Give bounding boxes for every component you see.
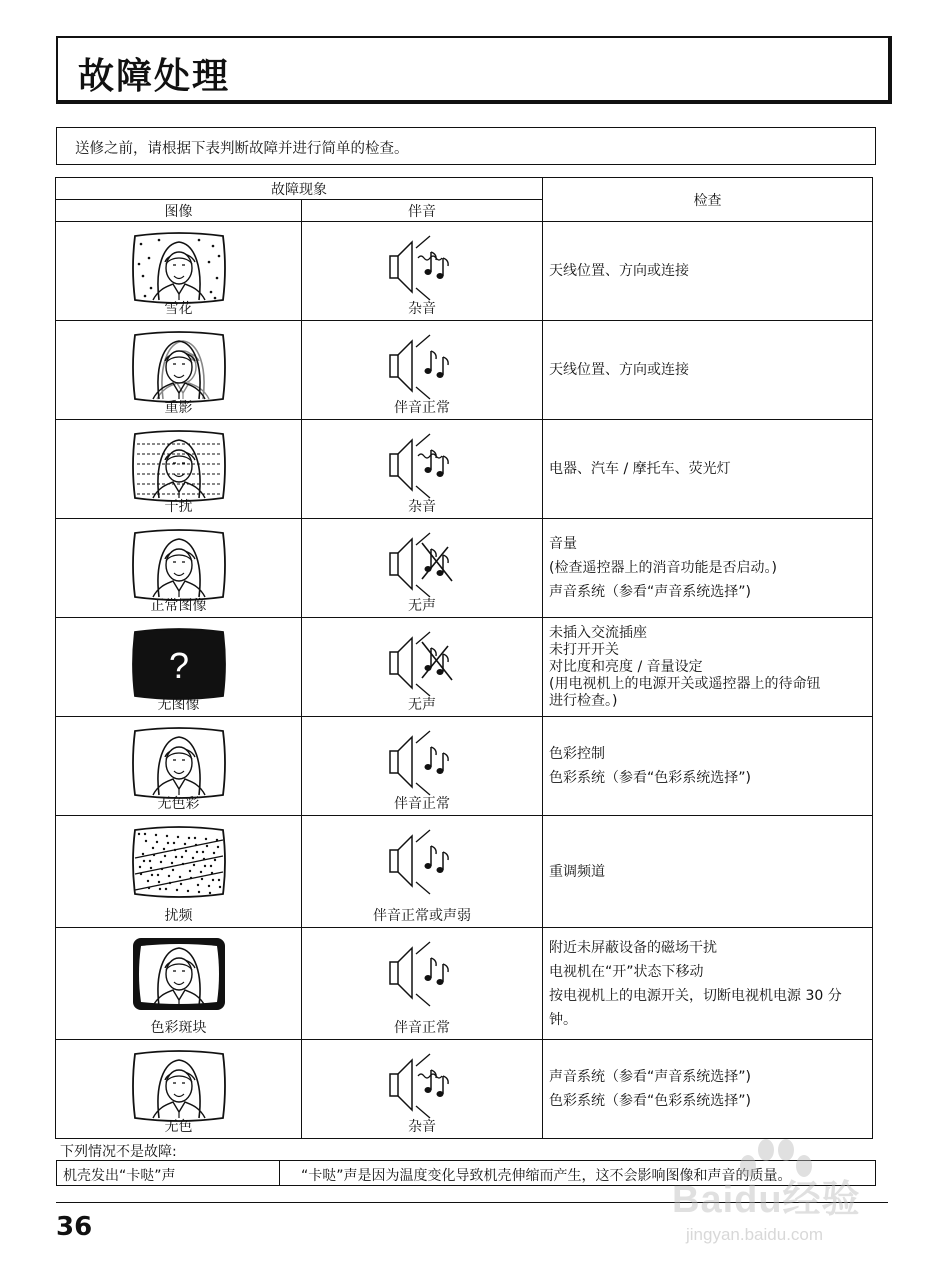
sound-header: 伴音 xyxy=(302,200,543,222)
check-item: 未插入交流插座 xyxy=(549,624,647,641)
picture-symptom: 扰频 xyxy=(164,908,193,924)
watermark xyxy=(668,1140,888,1260)
check-item: 色彩控制 xyxy=(549,746,605,762)
speaker-icon xyxy=(382,938,462,1010)
check-item: (用电视机上的电源开关或遥控器上的待命钮 xyxy=(549,675,821,692)
check-item: 天线位置、方向或连接 xyxy=(549,263,689,279)
sound-symptom: 无声 xyxy=(408,598,436,614)
check-item: 天线位置、方向或连接 xyxy=(549,362,689,378)
title-box xyxy=(56,36,892,104)
page-number: 36 xyxy=(56,1212,93,1242)
check-item: 电器、汽车 / 摩托车、荧光灯 xyxy=(549,461,731,477)
speaker-icon xyxy=(382,628,462,700)
picture-cell xyxy=(56,321,302,420)
sound-cell xyxy=(302,519,543,618)
tv-picture-icon xyxy=(129,426,229,506)
check-cell xyxy=(543,928,873,1040)
intro-text: 送修之前，请根据下表判断故障并进行简单的检查。 xyxy=(75,141,409,157)
picture-symptom: 无色 xyxy=(164,1119,193,1135)
check-item: 对比度和亮度 / 音量设定 xyxy=(549,658,703,675)
picture-cell xyxy=(56,1040,302,1139)
check-item: 按电视机上的电源开关，切断电视机电源 30 分钟。 xyxy=(549,987,842,1028)
speaker-icon xyxy=(382,430,462,502)
picture-header: 图像 xyxy=(56,200,302,222)
check-header: 检查 xyxy=(543,178,873,222)
watermark-url: jingyan.baidu.com xyxy=(686,1225,824,1244)
sound-cell xyxy=(302,928,543,1040)
check-cell xyxy=(543,618,873,717)
check-cell xyxy=(543,222,873,321)
picture-cell xyxy=(56,222,302,321)
tv-picture-icon xyxy=(129,723,229,803)
table-row xyxy=(56,222,873,321)
sound-cell xyxy=(302,321,543,420)
page-title: 故障处理 xyxy=(78,56,231,97)
picture-symptom: 雪花 xyxy=(164,301,193,317)
table-row xyxy=(56,321,873,420)
symptom-header: 故障现象 xyxy=(56,178,543,200)
picture-cell xyxy=(56,928,302,1040)
check-item: 声音系统（参看“声音系统选择”) xyxy=(549,1069,751,1085)
check-item: 声音系统（参看“声音系统选择”) xyxy=(549,584,751,600)
picture-symptom: 色彩斑块 xyxy=(150,1020,207,1036)
picture-cell xyxy=(56,816,302,928)
sound-symptom: 伴音正常 xyxy=(394,796,450,812)
check-item: 电视机在“开”状态下移动 xyxy=(549,963,704,980)
picture-symptom: 正常图像 xyxy=(150,598,207,614)
check-cell xyxy=(543,519,873,618)
check-item: (检查遥控器上的消音功能是否启动。) xyxy=(549,560,777,576)
table-row xyxy=(56,816,873,928)
tv-picture-icon xyxy=(129,228,229,308)
tv-picture-icon xyxy=(129,624,229,704)
sound-symptom: 伴音正常 xyxy=(394,1020,450,1036)
picture-cell xyxy=(56,519,302,618)
table-row xyxy=(56,519,873,618)
check-item: 附近未屏蔽设备的磁场干扰 xyxy=(549,939,717,956)
sound-cell xyxy=(302,717,543,816)
picture-symptom: 无图像 xyxy=(157,697,200,713)
note-explanation: “卡哒”声是因为温度变化导致机壳伸缩而产生，这不会影响图像和声音的质量。 xyxy=(301,1168,792,1184)
sound-symptom: 杂音 xyxy=(408,301,436,317)
svg-text:?: ? xyxy=(168,645,189,686)
check-cell xyxy=(543,717,873,816)
speaker-icon xyxy=(382,826,462,898)
tv-picture-icon xyxy=(129,327,229,407)
check-cell xyxy=(543,420,873,519)
tv-picture-icon xyxy=(129,1046,229,1126)
sound-symptom: 无声 xyxy=(408,697,436,713)
tv-picture-icon xyxy=(129,525,229,605)
check-cell xyxy=(543,816,873,928)
speaker-icon xyxy=(382,1050,462,1122)
picture-symptom: 重影 xyxy=(164,400,193,416)
table-row xyxy=(56,1040,873,1139)
sound-cell xyxy=(302,618,543,717)
note-case: 机壳发出“卡哒”声 xyxy=(63,1168,176,1184)
note-divider xyxy=(279,1161,280,1185)
watermark-brand: Baidu经验 xyxy=(672,1179,861,1221)
check-cell xyxy=(543,321,873,420)
intro-box xyxy=(56,127,876,165)
table-row xyxy=(56,717,873,816)
picture-cell xyxy=(56,618,302,717)
check-item: 色彩系统（参看“色彩系统选择”) xyxy=(549,1093,751,1109)
speaker-icon xyxy=(382,232,462,304)
tv-picture-icon xyxy=(129,934,229,1014)
sound-symptom: 伴音正常 xyxy=(394,400,450,416)
note-title: 下列情况不是故障: xyxy=(60,1144,177,1160)
check-cell xyxy=(543,1040,873,1139)
picture-cell xyxy=(56,717,302,816)
sound-symptom: 伴音正常或声弱 xyxy=(373,908,471,924)
table-row xyxy=(56,618,873,717)
check-item: 重调频道 xyxy=(549,863,605,880)
picture-symptom: 干扰 xyxy=(164,499,193,515)
speaker-icon xyxy=(382,529,462,601)
sound-cell xyxy=(302,222,543,321)
speaker-icon xyxy=(382,331,462,403)
check-item: 进行检查。) xyxy=(549,692,618,709)
speaker-icon xyxy=(382,727,462,799)
sound-cell xyxy=(302,816,543,928)
troubleshooting-table xyxy=(55,177,873,1139)
sound-cell xyxy=(302,420,543,519)
sound-cell xyxy=(302,1040,543,1139)
tv-picture-icon xyxy=(129,822,229,902)
check-item: 未打开开关 xyxy=(549,641,619,658)
picture-cell xyxy=(56,420,302,519)
check-item: 音量 xyxy=(549,536,577,552)
sound-symptom: 杂音 xyxy=(408,499,436,515)
check-item: 色彩系统（参看“色彩系统选择”) xyxy=(549,770,751,786)
table-row xyxy=(56,420,873,519)
picture-symptom: 无色彩 xyxy=(157,796,200,812)
sound-symptom: 杂音 xyxy=(408,1119,436,1135)
table-row xyxy=(56,928,873,1040)
